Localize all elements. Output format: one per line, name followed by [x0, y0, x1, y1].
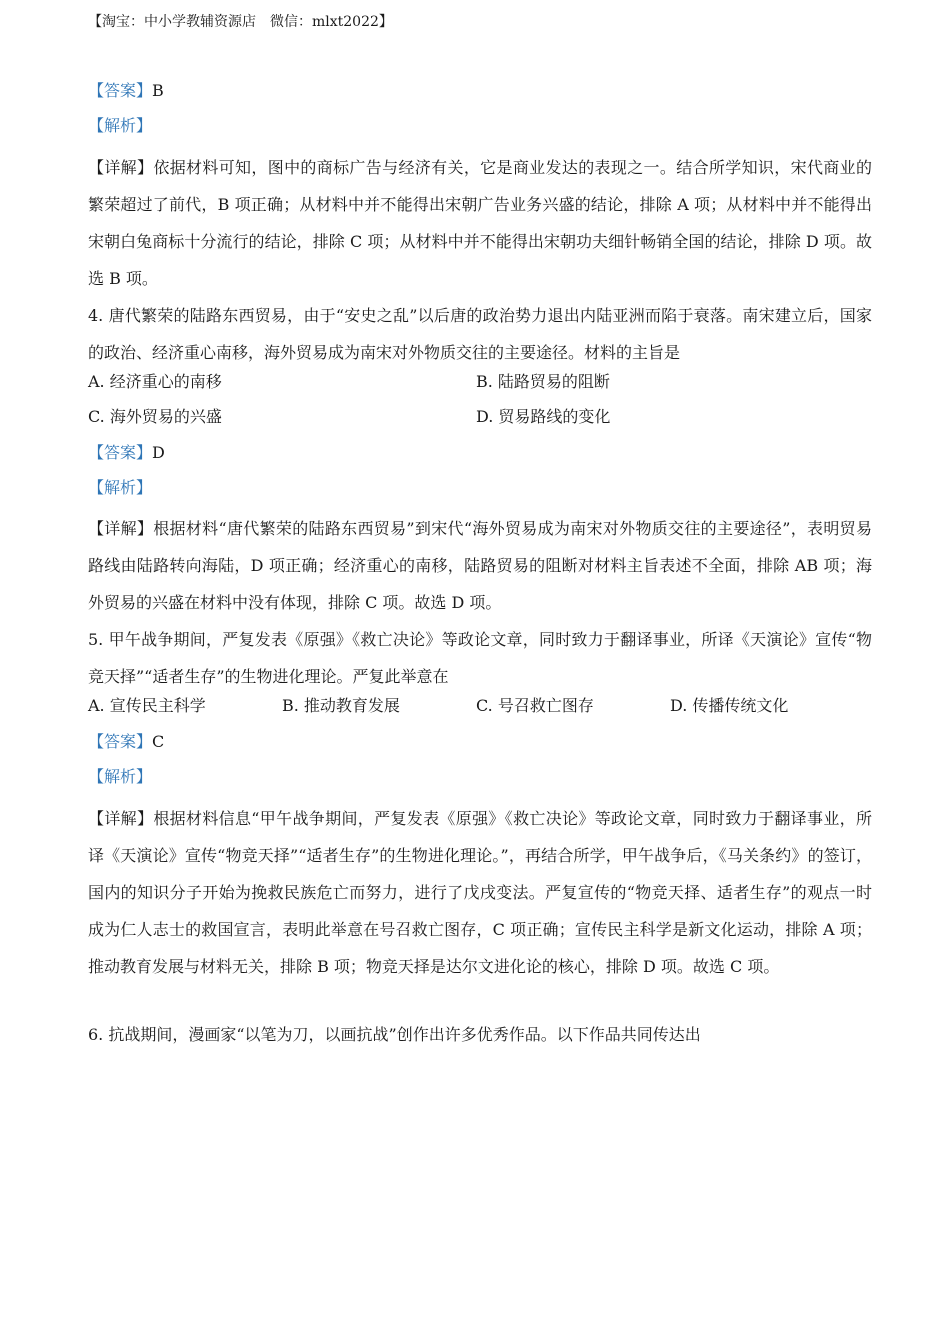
- answer-label: 【答案】: [88, 442, 153, 462]
- q3-detail: [88, 149, 872, 297]
- header-shop: 【淘宝：中小学教辅资源店: [88, 14, 256, 30]
- q4-stem: 4. 唐代繁荣的陆路东西贸易，由于“安史之乱”以后唐的政治势力退出内陆亚洲而陷于衰落。南宋建立后，国家的政治、经济重心南移，海外贸易成为南宋对外物质交往的主要途径。材料的主旨是: [88, 305, 872, 362]
- q3-detail-text: 依据材料可知，图中的商标广告与经济有关，它是商业发达的表现之一。结合所学知识，宋代商业的繁荣超过了前代，B 项正确；从材料中并不能得出宋朝广告业务兴盛的结论，排除 A 项；从材料中并不能得出宋朝白兔商标十分流行的结论，排除 C 项；从材料中并不能得出宋朝功夫细针畅销全国的结论，排除 D 项。故选 B 项。: [88, 157, 872, 288]
- q4-analysis-row: [88, 475, 872, 510]
- q6-stem: 6. 抗战期间，漫画家“以笔为刀，以画抗战”创作出许多优秀作品。以下作品共同传达出: [88, 1024, 701, 1044]
- detail-label: 【详解】: [88, 519, 154, 539]
- page-header: [88, 12, 393, 32]
- analysis-label: 【解析】: [88, 116, 153, 136]
- analysis-label: 【解析】: [88, 767, 153, 787]
- q5-option-a: A. 宣传民主科学: [88, 696, 206, 716]
- q5-answer-row: [88, 729, 872, 764]
- q3-answer-row: [88, 78, 872, 113]
- q4-option-c: C. 海外贸易的兴盛: [88, 407, 222, 427]
- q4-options-row-1: [88, 369, 872, 404]
- q4-option-d: D. 贸易路线的变化: [476, 407, 611, 427]
- document-body: [88, 78, 872, 1057]
- q4-option-a: A. 经济重心的南移: [88, 371, 222, 391]
- q5-option-b: B. 推动教育发展: [282, 696, 400, 716]
- header-wechat: 微信：mlxt2022】: [270, 14, 393, 30]
- q5-analysis-row: [88, 764, 872, 799]
- detail-label: 【详解】: [88, 808, 154, 828]
- q5-option-d: D. 传播传统文化: [670, 696, 789, 716]
- q4-answer: D: [152, 442, 165, 462]
- q5-answer: C: [152, 731, 165, 751]
- q4-detail-text: 根据材料“唐代繁荣的陆路东西贸易”到宋代“海外贸易成为南宋对外物质交往的主要途径”，表明贸易路线由陆路转向海陆，D 项正确；经济重心的南移，陆路贸易的阻断对材料主旨表述不全面，排除 AB 项；海外贸易的兴盛在材料中没有体现，排除 C 项。故选 D 项。: [88, 519, 872, 613]
- analysis-label: 【解析】: [88, 477, 153, 497]
- answer-label: 【答案】: [88, 81, 153, 100]
- q4-options-row-2: [88, 404, 872, 439]
- q5-option-c: C. 号召救亡图存: [476, 696, 594, 716]
- q4-option-b: B. 陆路贸易的阻断: [476, 371, 610, 391]
- q3-answer: B: [152, 81, 164, 100]
- q5-detail: [88, 800, 872, 1022]
- answer-label: 【答案】: [88, 731, 153, 751]
- q4-answer-row: [88, 440, 872, 475]
- q3-analysis-row: [88, 113, 872, 148]
- q5-stem: 5. 甲午战争期间，严复发表《原强》《救亡决论》等政论文章，同时致力于翻译事业，所译《天演论》宣传“物竞天择”“适者生存”的生物进化理论。严复此举意在: [88, 630, 872, 687]
- q5-detail-text: 根据材料信息“甲午战争期间，严复发表《原强》《救亡决论》等政论文章，同时致力于翻译事业，所译《天演论》宣传“物竞天择”“适者生存”的生物进化理论。”，再结合所学，甲午战争后，《马关条约》的签订，国内的知识分子开始为挽救民族危亡而努力，进行了戊戌变法。严复宣传的“物竞天择、适者生存”的观点一时成为仁人志士的救国宣言，表明此举意在号召救亡图存，C 项正确；宣传民主科学是新文化运动，排除 A 项；推动教育发展与材料无关，排除 B 项；物竞天择是达尔文进化论的核心，排除 D 项。故选 C 项。: [88, 808, 872, 976]
- detail-label: 【详解】: [88, 157, 154, 177]
- q5-options-row: [88, 693, 872, 728]
- q4-detail: [88, 510, 872, 621]
